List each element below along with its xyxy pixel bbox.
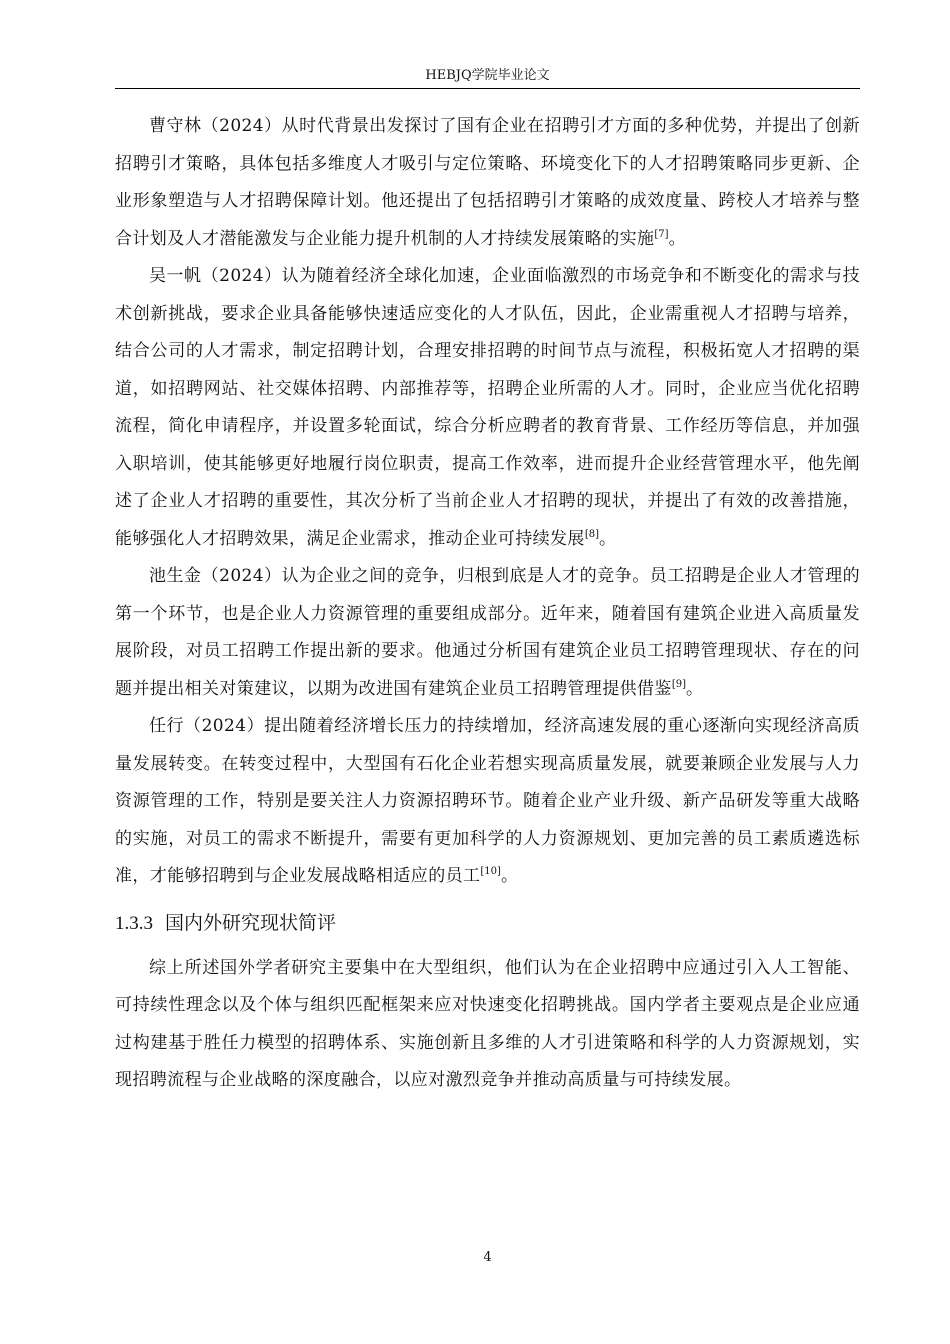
paragraph-text: 池生金（2024）认为企业之间的竞争，归根到底是人才的竞争。员工招聘是企业人才管理的第一个环节，也是企业人力资源管理的重要组成部分。近年来，随着国有建筑企业进入高质量发展阶段，对员工招聘工作提出新的要求。他通过分析国有建筑企业员工招聘管理现状、存在的问题并提出相关对策建议，以期为改进国有建筑企业员工招聘管理提供借鉴 [115,566,860,699]
paragraph-text: 曹守林（2024）从时代背景出发探讨了国有企业在招聘引才方面的多种优势，并提出了创新招聘引才策略，具体包括多维度人才吸引与定位策略、环境变化下的人才招聘策略同步更新、企业形象塑造与人才招聘保障计划。他还提出了包括招聘引才策略的成效度量、跨校人才培养与整合计划及人才潜能激发与企业能力提升机制的人才持续发展策略的实施 [115,116,860,249]
paragraph-text: 综上所述国外学者研究主要集中在大型组织，他们认为在企业招聘中应通过引入人工智能、可持续性理念以及个体与组织匹配框架来应对快速变化招聘挑战。国内学者主要观点是企业应通过构建基于胜任力模型的招聘体系、实施创新且多维的人才引进策略和科学的人力资源规划，实现招聘流程与企业战略的深度融合，以应对激烈竞争并推动高质量与可持续发展。 [115,957,860,1090]
citation-ref: [7] [654,228,669,240]
paragraph-end: 。 [685,678,704,699]
page-body [115,108,860,1100]
paragraph-end: 。 [500,866,519,886]
paragraph-end: 。 [668,228,686,249]
paragraph-text: 吴一帆（2024）认为随着经济全球化加速，企业面临激烈的市场竞争和不断变化的需求与技术创新挑战，要求企业具备能够快速适应变化的人才队伍，因此，企业需重视人才招聘与培养，结合公司的人才需求，制定招聘计划，合理安排招聘的时间节点与流程，积极拓宽人才招聘的渠道，如招聘网站、社交媒体招聘、内部推荐等，招聘企业所需的人才。同时，企业应当优化招聘流程，简化申请程序，并设置多轮面试，综合分析应聘者的教育背景、工作经历等信息，并加强入职培训，使其能够更好地履行岗位职责，提高工作效率，进而提升企业经营管理水平，他先阐述了企业人才招聘的重要性，其次分析了当前企业人才招聘的现状，并提出了有效的改善措施，能够强化人才招聘效果，满足企业需求，推动企业可持续发展 [115,266,860,549]
paragraph-wu-yifan [115,258,860,558]
paragraph-ren-xing [115,708,860,896]
citation-ref: [9] [671,678,686,690]
page-number: 4 [483,1250,492,1265]
header-rule [115,88,860,89]
citation-ref: [8] [584,528,599,540]
section-title: 国内外研究现状简评 [165,911,337,934]
paragraph-summary [115,950,860,1100]
paragraph-end: 。 [598,528,617,549]
citation-ref: [10] [480,866,501,877]
paragraph-cao-shoulin [115,108,860,258]
running-header: HEBJQ学院毕业论文 [425,68,550,83]
section-number: 1.3.3 [115,912,153,934]
paragraph-text: 任行（2024）提出随着经济增长压力的持续增加，经济高速发展的重心逐渐向实现经济高质量发展转变。在转变过程中，大型国有石化企业若想实现高质量发展，就要兼顾企业发展与人力资源管理的工作，特别是要关注人力资源招聘环节。随着企业产业升级、新产品研发等重大战略的实施，对员工的需求不断提升，需要有更加科学的人力资源规划、更加完善的员工素质遴选标准，才能够招聘到与企业发展战略相适应的员工 [115,716,860,886]
paragraph-chi-shengjin [115,558,860,708]
section-heading [115,896,860,950]
